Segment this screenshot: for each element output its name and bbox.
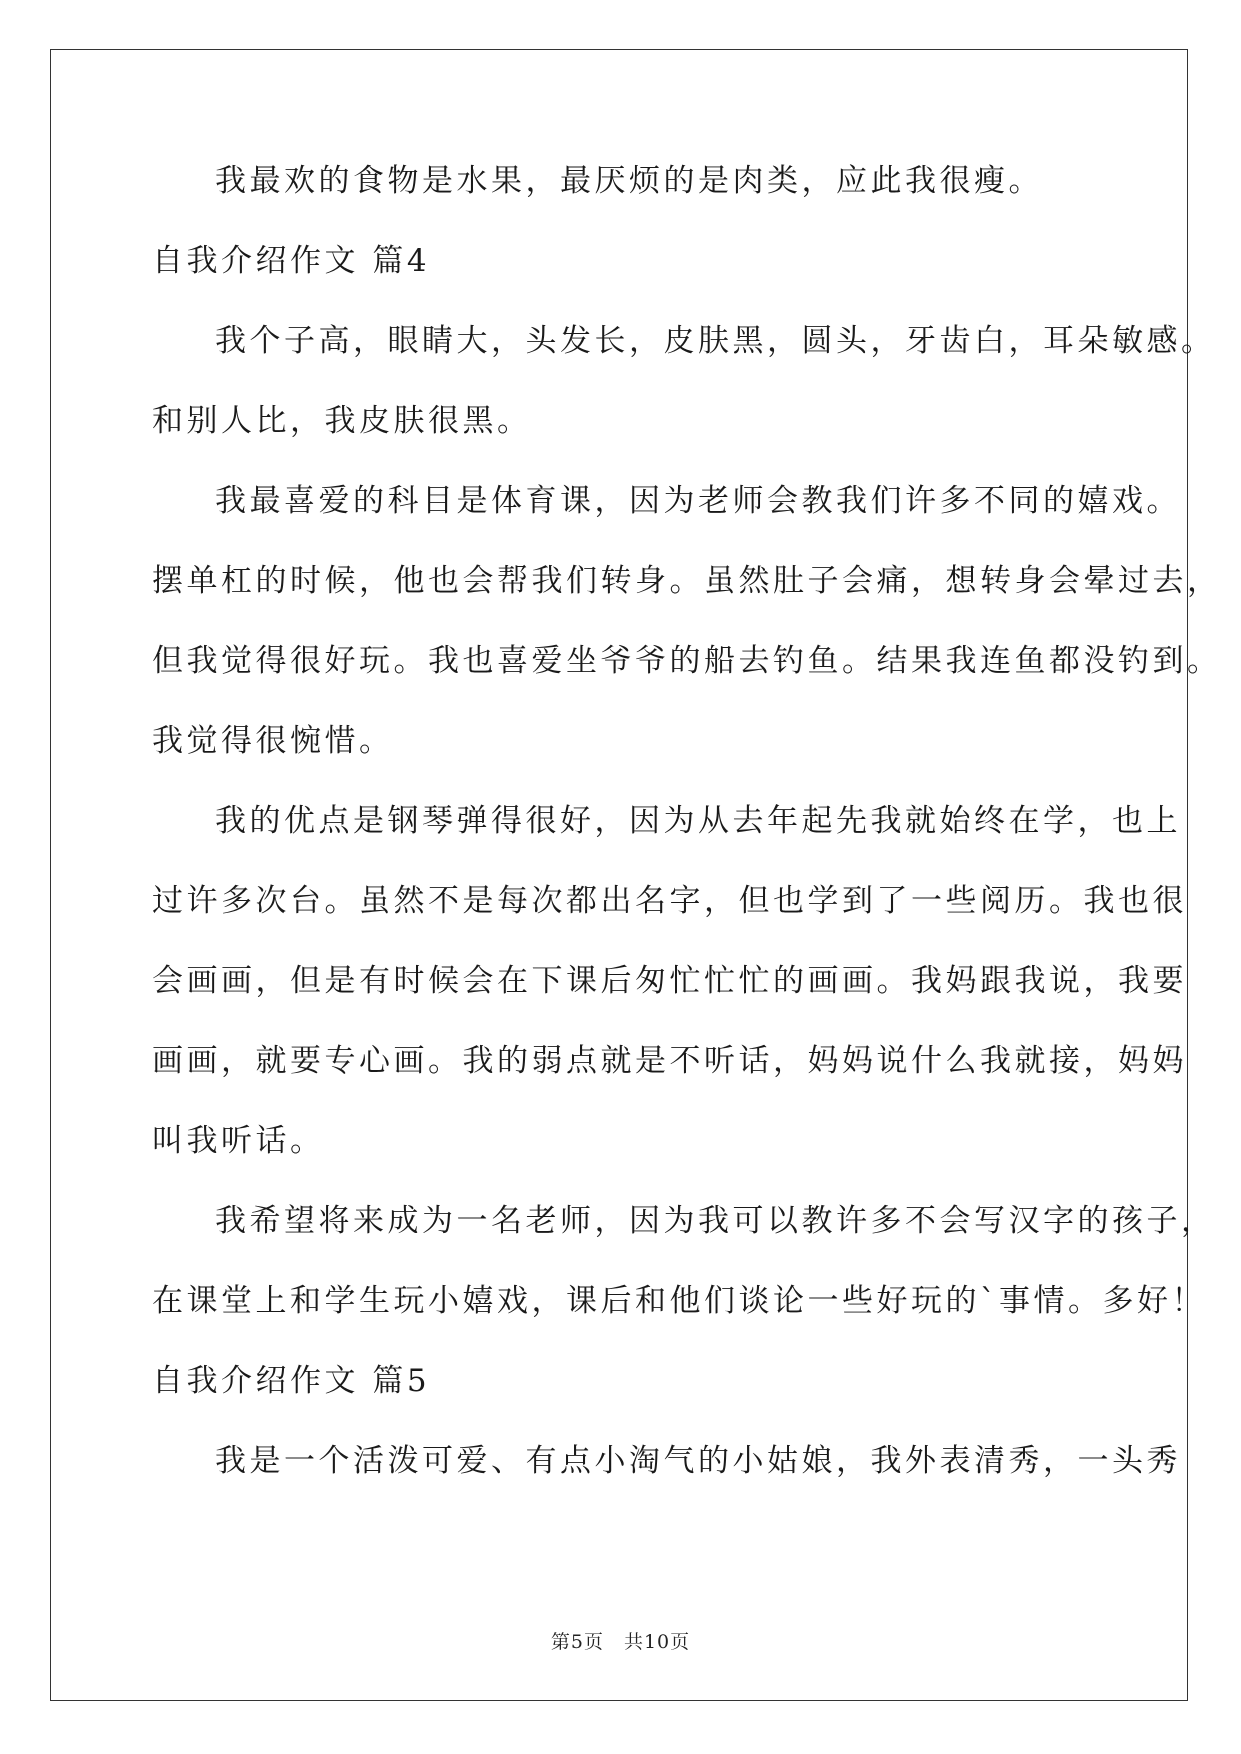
paragraph-line: 和别人比，我皮肤很黑。: [152, 403, 532, 439]
paragraph-line: 我希望将来成为一名老师，因为我可以教许多不会写汉字的孩子，: [215, 1203, 1216, 1239]
paragraph-line: 我最欢的食物是水果，最厌烦的是肉类，应此我很瘦。: [215, 163, 1043, 199]
section-heading: 自我介绍作文 篇4: [152, 243, 431, 279]
paragraph-line: 我最喜爱的科目是体育课，因为老师会教我们许多不同的嬉戏。: [215, 483, 1181, 519]
paragraph-line: 我个子高，眼睛大，头发长，皮肤黑，圆头，牙齿白，耳朵敏感。: [215, 323, 1216, 359]
document-body: [152, 156, 1222, 1516]
paragraph-line: 会画画，但是有时候会在下课后匆忙忙忙的画画。我妈跟我说，我要: [152, 963, 1187, 999]
paragraph-line: 过许多次台。虽然不是每次都出名字，但也学到了一些阅历。我也很: [152, 883, 1187, 919]
section-heading: 自我介绍作文 篇5: [152, 1363, 431, 1399]
paragraph-line: 画画，就要专心画。我的弱点就是不听话，妈妈说什么我就接，妈妈: [152, 1043, 1187, 1079]
paragraph-line: 在课堂上和学生玩小嬉戏，课后和他们谈论一些好玩的`事情。多好！: [152, 1283, 1206, 1319]
paragraph-line: 我觉得很惋惜。: [152, 723, 394, 759]
paragraph-line: 摆单杠的时候，他也会帮我们转身。虽然肚子会痛，想转身会晕过去，: [152, 563, 1222, 599]
page-number-footer: 第5页 共10页: [550, 1631, 691, 1653]
paragraph-line: 我是一个活泼可爱、有点小淘气的小姑娘，我外表清秀，一头秀: [215, 1443, 1181, 1479]
paragraph-line: 但我觉得很好玩。我也喜爱坐爷爷的船去钓鱼。结果我连鱼都没钓到。: [152, 643, 1222, 679]
paragraph-line: 我的优点是钢琴弹得很好，因为从去年起先我就始终在学，也上: [215, 803, 1181, 839]
paragraph-line: 叫我听话。: [152, 1123, 325, 1159]
